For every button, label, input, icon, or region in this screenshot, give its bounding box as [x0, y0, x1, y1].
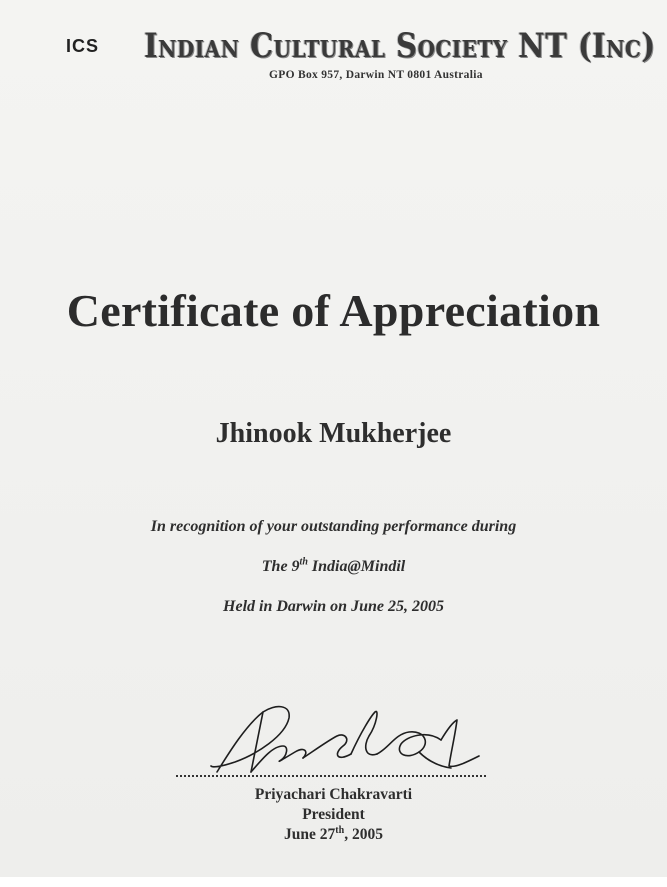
organization-address: GPO Box 957, Darwin NT 0801 Australia [269, 69, 483, 81]
signature-date-prefix: June 27 [284, 826, 336, 843]
organization-name: Indian Cultural Society NT (Inc) [144, 26, 656, 66]
event-name: India@Mindil [307, 558, 406, 575]
event-line [0, 558, 667, 576]
signature-date [0, 826, 667, 844]
signature-date-year: , 2005 [344, 826, 383, 843]
letterhead [66, 24, 656, 84]
recipient-name: Jhinook Mukherjee [215, 418, 452, 449]
event-prefix: The 9 [261, 558, 300, 575]
certificate-title: Certificate of Appreciation [66, 285, 601, 336]
signature-line [176, 775, 486, 777]
event-date-line: Held in Darwin on June 25, 2005 [223, 598, 444, 615]
signatory-name: Priyachari Chakravarti [254, 786, 413, 803]
handwritten-signature [205, 696, 485, 782]
recognition-line: In recognition of your outstanding performance during [150, 518, 517, 535]
logo-ics: ICS [66, 36, 100, 56]
signature-date-ordinal: th [335, 824, 345, 836]
signatory-role: President [302, 806, 365, 823]
event-ordinal-suffix: th [299, 556, 308, 568]
